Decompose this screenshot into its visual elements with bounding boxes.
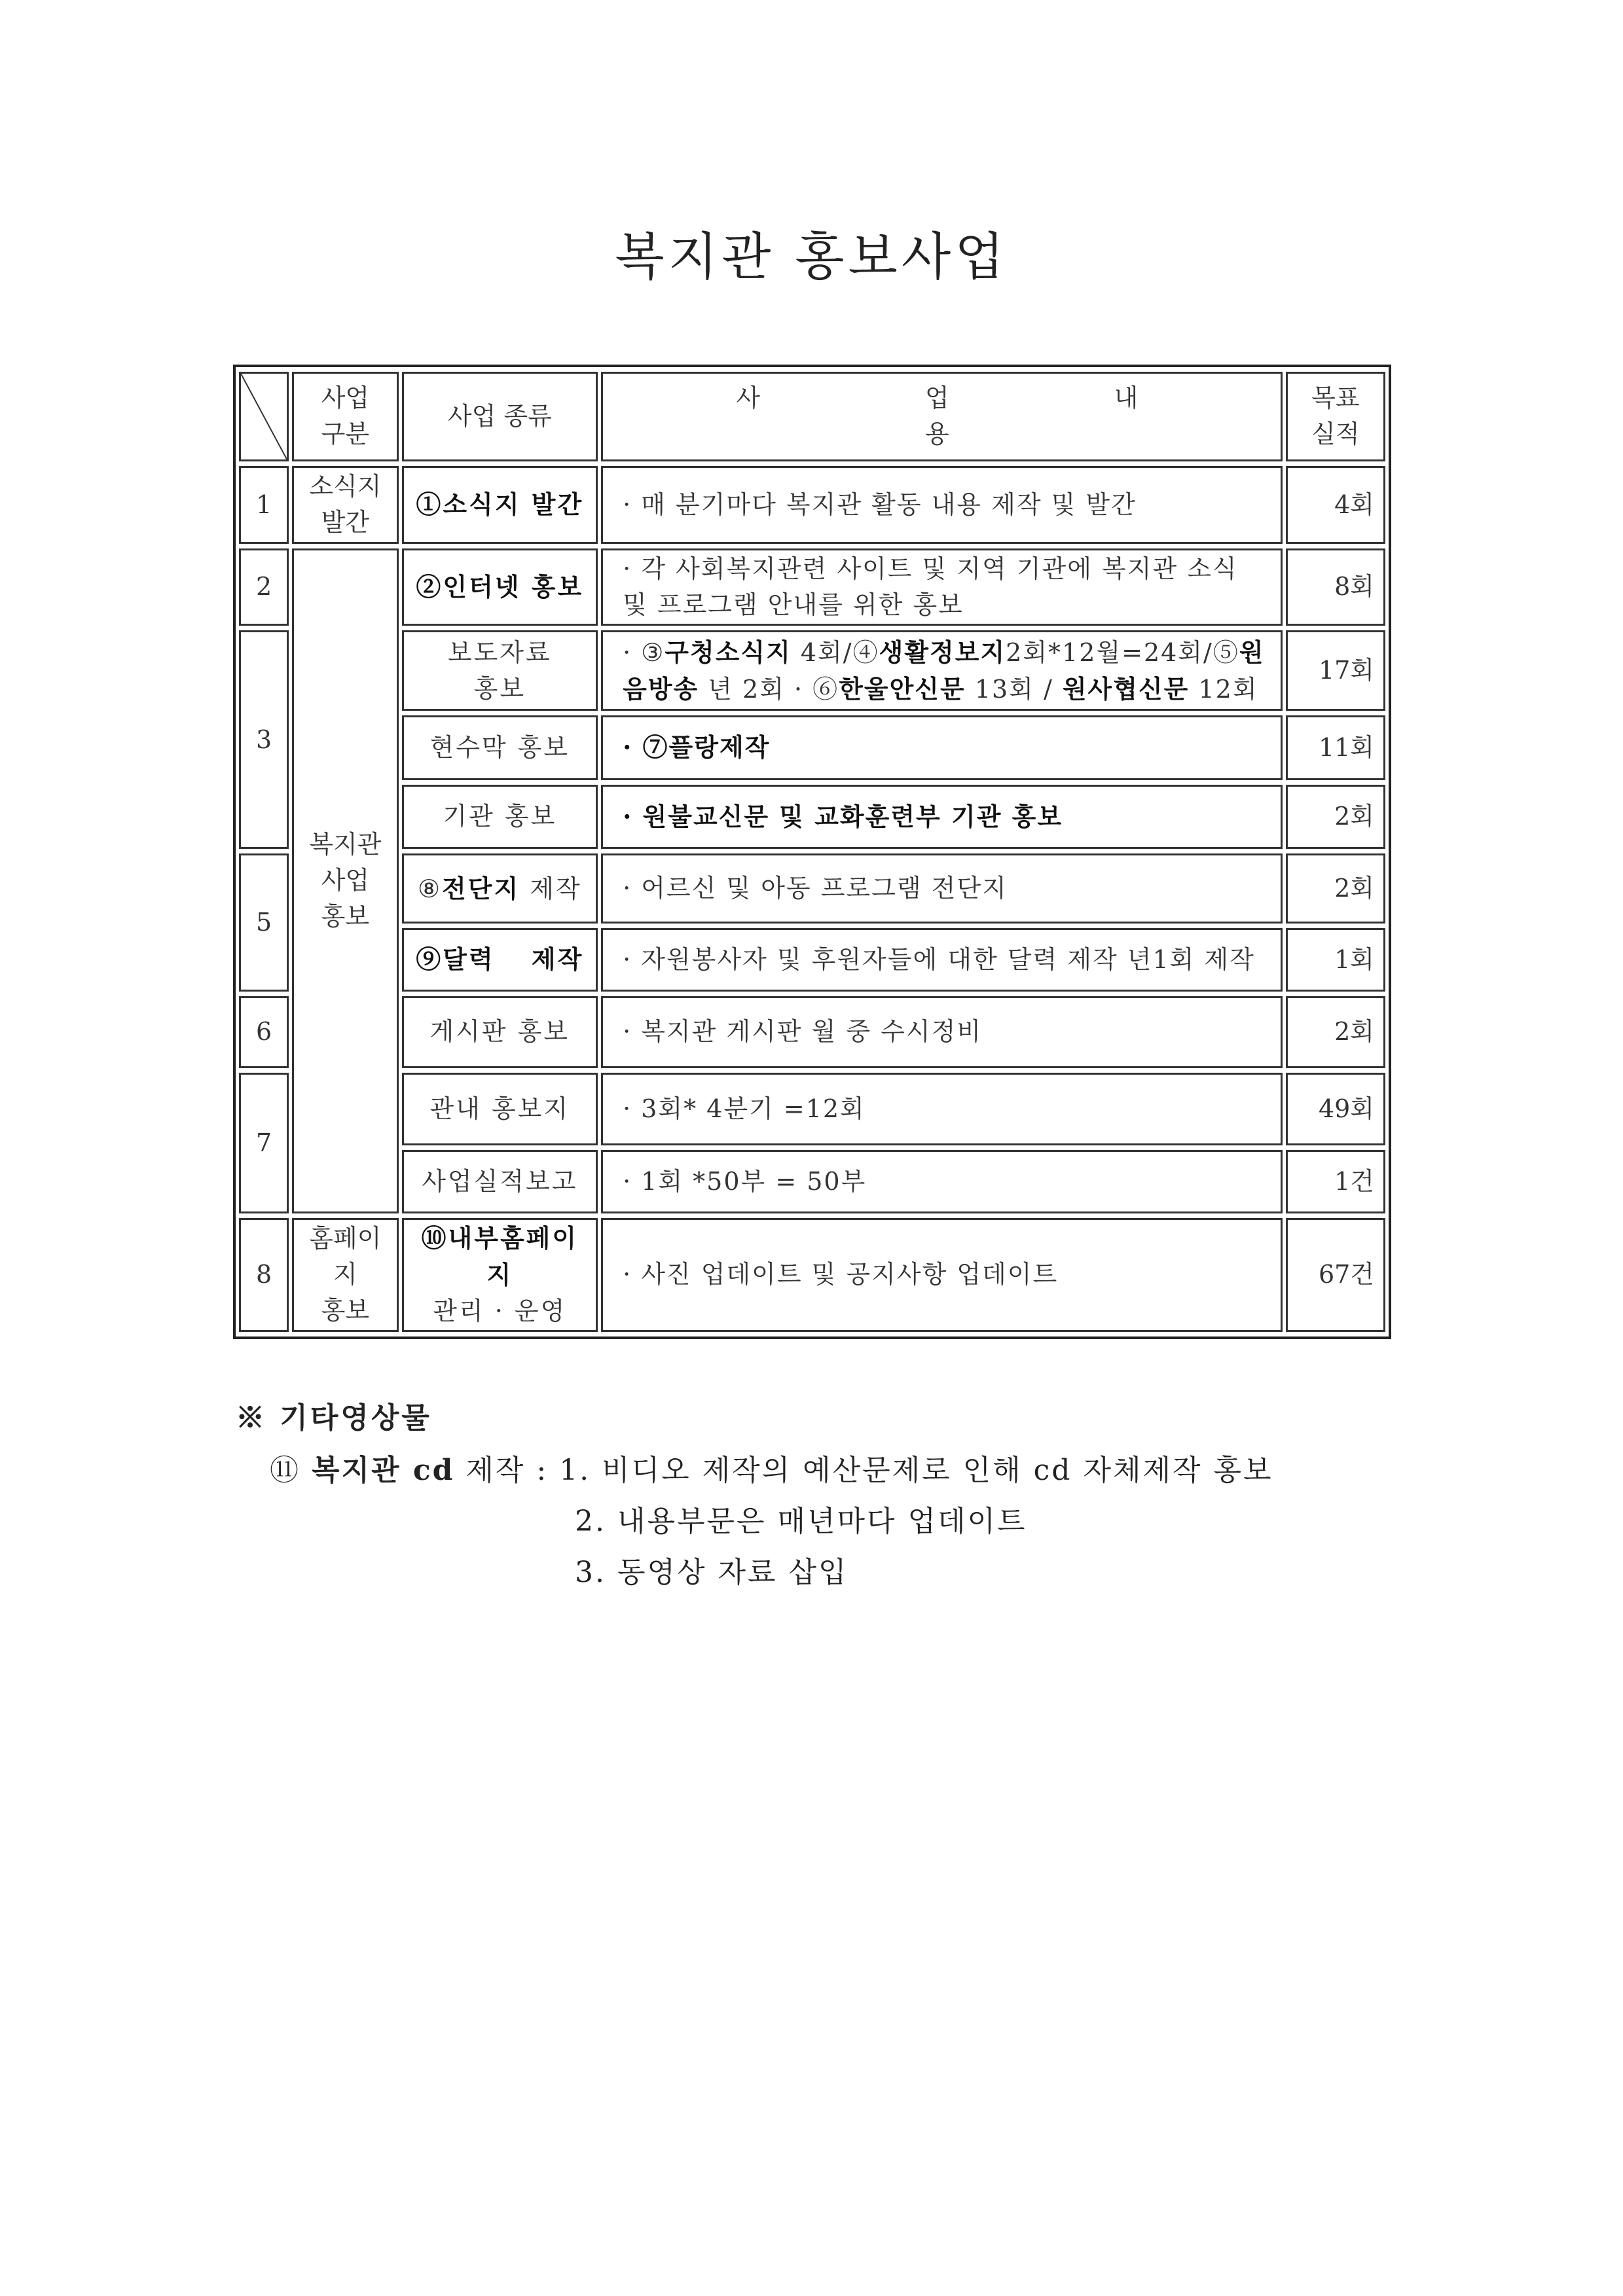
table-header-row — [239, 372, 1385, 461]
row-kind: ②인터넷 홍보 — [402, 548, 598, 626]
row-result: 67건 — [1286, 1218, 1385, 1332]
row-content: · 매 분기마다 복지관 활동 내용 제작 및 발간 — [601, 466, 1283, 544]
table-row — [239, 928, 1385, 992]
row-result: 8회 — [1286, 548, 1385, 626]
row-number: 1 — [239, 466, 289, 544]
table-row — [239, 1218, 1385, 1332]
row-kind: ①소식지 발간 — [402, 466, 598, 544]
header-kind: 사업 종류 — [402, 372, 598, 461]
row-content: · 3회* 4분기 =12회 — [601, 1073, 1283, 1145]
row-result: 11회 — [1286, 715, 1385, 780]
row-result: 1회 — [1286, 928, 1385, 992]
notes-heading: ※ 기타영상물 — [236, 1401, 432, 1435]
row-kind: 보도자료 홍보 — [402, 630, 598, 711]
row-kind: 사업실적보고 — [402, 1150, 598, 1213]
row-kind: 기관 홍보 — [402, 785, 598, 850]
table-row — [239, 715, 1385, 780]
row-number: 8 — [239, 1218, 289, 1332]
page-title: 복지관 홍보사업 — [615, 228, 1008, 287]
other-media-notes — [236, 1394, 1414, 1589]
diagonal-corner-cell — [239, 372, 289, 461]
header-content: 사 업 내 용 — [601, 372, 1283, 461]
row-kind: ⑩내부홈페이지 관리 · 운영 — [402, 1218, 598, 1332]
table-row — [239, 996, 1385, 1069]
table-row — [239, 1150, 1385, 1213]
header-result: 목표 실적 — [1286, 372, 1385, 461]
row-kind: ⑧전단지 제작 — [402, 853, 598, 924]
row-kind: ⑨달력 제작 — [402, 928, 598, 992]
row-content: · 자원봉사자 및 후원자들에 대한 달력 제작 년1회 제작 — [601, 928, 1283, 992]
row-content: · ⑦플랑제작 — [601, 715, 1283, 780]
row-kind: 게시판 홍보 — [402, 996, 598, 1069]
row-division: 소식지 발간 — [292, 466, 398, 544]
row-result: 4회 — [1286, 466, 1385, 544]
notes-line-2: 2. 내용부문은 매년마다 업데이트 — [575, 1505, 1027, 1538]
row-number: 3 — [239, 630, 289, 849]
row-division: 복지관 사업 홍보 — [292, 548, 398, 1213]
notes-item: ⑪ 복지관 cd 제작 : 1. 비디오 제작의 예산문제로 인해 cd 자체제작 홍보 — [270, 1454, 1273, 1487]
row-number: 7 — [239, 1073, 289, 1213]
row-result: 49회 — [1286, 1073, 1385, 1145]
table-row — [239, 630, 1385, 711]
promotion-table — [233, 365, 1391, 1339]
notes-line-3: 3. 동영상 자료 삽입 — [575, 1556, 848, 1589]
row-result: 17회 — [1286, 630, 1385, 711]
table-row — [239, 1073, 1385, 1145]
row-division: 홈페이지 홍보 — [292, 1218, 398, 1332]
table-row — [239, 548, 1385, 626]
row-content: · 1회 *50부 = 50부 — [601, 1150, 1283, 1213]
row-content: · 복지관 게시판 월 중 수시정비 — [601, 996, 1283, 1069]
notes-line-1: 1. 비디오 제작의 예산문제로 인해 cd 자체제작 홍보 — [559, 1454, 1273, 1487]
row-kind: 현수막 홍보 — [402, 715, 598, 780]
table-row — [239, 466, 1385, 544]
row-result: 2회 — [1286, 853, 1385, 924]
row-result: 2회 — [1286, 785, 1385, 850]
row-result: 2회 — [1286, 996, 1385, 1069]
row-content: · ③구청소식지 4회/④생활정보지2회*12월=24회/⑤원음방송 년 2회 · ⑥한울안신문 13회 / 원사협신문 12회 — [601, 630, 1283, 711]
row-kind: 관내 홍보지 — [402, 1073, 598, 1145]
table-row — [239, 785, 1385, 850]
row-content: · 사진 업데이트 및 공지사항 업데이트 — [601, 1218, 1283, 1332]
row-content: · 원불교신문 및 교화훈련부 기관 홍보 — [601, 785, 1283, 850]
row-number: 2 — [239, 548, 289, 626]
row-content: · 어르신 및 아동 프로그램 전단지 — [601, 853, 1283, 924]
header-division: 사업 구분 — [292, 372, 398, 461]
row-content: · 각 사회복지관련 사이트 및 지역 기관에 복지관 소식 및 프로그램 안내를 위한 홍보 — [601, 548, 1283, 626]
row-number: 6 — [239, 996, 289, 1069]
table-row — [239, 853, 1385, 924]
row-result: 1건 — [1286, 1150, 1385, 1213]
row-number: 5 — [239, 853, 289, 991]
